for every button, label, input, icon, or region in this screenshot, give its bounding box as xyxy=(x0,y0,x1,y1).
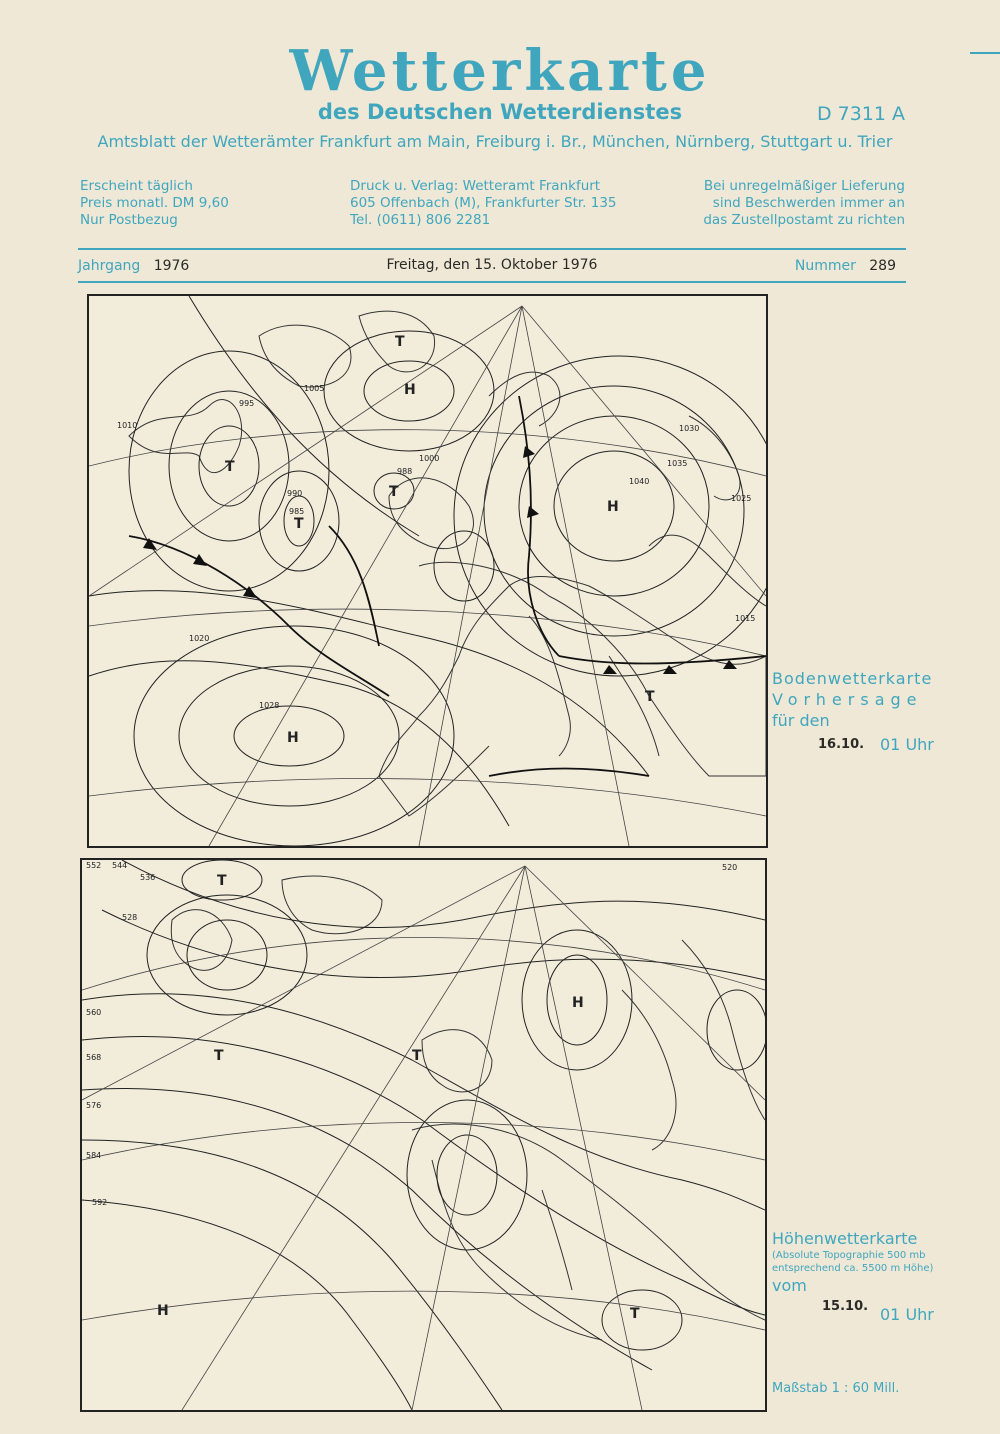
caption-note-line: entsprechend ca. 5500 m Höhe) xyxy=(772,1263,934,1274)
contour-label: 576 xyxy=(86,1101,102,1110)
isobar-label: 1028 xyxy=(259,701,280,710)
graticule xyxy=(89,306,766,846)
divider xyxy=(78,281,906,283)
caption-subtitle: Vorhersage xyxy=(772,690,923,709)
high-center: H xyxy=(157,1303,169,1319)
low-center: T xyxy=(217,873,227,889)
isobars xyxy=(89,296,766,846)
complaint-info xyxy=(703,178,905,229)
caption-for: für den xyxy=(772,711,830,730)
subtitle: des Deutschen Wetterdienstes xyxy=(317,100,683,124)
contour-label: 536 xyxy=(140,873,156,882)
info-line: Tel. (0611) 806 2281 xyxy=(350,212,491,228)
isobar-label: 995 xyxy=(239,399,255,408)
info-line: sind Beschwerden immer an xyxy=(712,195,905,211)
low-center: T xyxy=(294,516,304,532)
low-center: T xyxy=(630,1306,640,1322)
high-center: H xyxy=(607,499,619,515)
isobar-label: 1015 xyxy=(735,614,756,623)
jahrgang-label: Jahrgang xyxy=(78,258,141,274)
publisher-info xyxy=(350,178,617,229)
caption-note-line: (Absolute Topographie 500 mb xyxy=(772,1250,926,1261)
contour-label: 528 xyxy=(122,913,138,922)
surface-map-svg xyxy=(89,296,766,846)
info-line: das Zustellpostamt zu richten xyxy=(703,212,905,228)
issue-date: Freitag, den 15. Oktober 1976 xyxy=(386,257,598,273)
subscription-info xyxy=(80,178,229,229)
fronts xyxy=(129,396,766,776)
upper-map-caption xyxy=(772,1228,992,1324)
forecast-date: 16.10. xyxy=(818,737,865,752)
isobar-label: 1000 xyxy=(419,454,440,463)
isobar-label: 1010 xyxy=(117,421,138,430)
high-center: H xyxy=(572,995,584,1011)
page-title: Wetterkarte xyxy=(289,38,711,104)
upper-air-map xyxy=(80,858,767,1412)
official-gazette-line: Amtsblatt der Wetterämter Frankfurt am Main, Freiburg i. Br., München, Nürnberg, Stuttgart u. Trier xyxy=(97,132,893,151)
caption-title: Bodenwetterkarte xyxy=(772,669,933,688)
isobar-label: 1025 xyxy=(731,494,752,503)
low-center: T xyxy=(395,334,405,350)
surface-map-caption xyxy=(772,668,982,754)
contour-label: 552 xyxy=(86,861,102,870)
low-center: T xyxy=(214,1048,224,1064)
contour-label: 520 xyxy=(722,863,738,872)
contour-label: 584 xyxy=(86,1151,102,1160)
info-line: Nur Postbezug xyxy=(80,212,178,228)
pressure-centers xyxy=(157,873,640,1322)
analysis-date: 15.10. xyxy=(822,1299,869,1314)
publication-code: D 7311 A xyxy=(816,103,905,125)
isobar-label: 985 xyxy=(289,507,305,516)
info-line: Preis monatl. DM 9,60 xyxy=(80,195,229,211)
issue-number xyxy=(795,258,896,274)
contour-label: 560 xyxy=(86,1008,102,1017)
graticule xyxy=(82,866,765,1410)
surface-weather-map xyxy=(87,294,768,848)
high-center: H xyxy=(287,730,299,746)
info-line: 605 Offenbach (M), Frankfurter Str. 135 xyxy=(350,195,617,211)
analysis-time: 01 Uhr xyxy=(880,1305,934,1324)
contour-label: 568 xyxy=(86,1053,102,1062)
isobar-label: 990 xyxy=(287,489,303,498)
coastlines xyxy=(171,876,765,1340)
info-line: Bei unregelmäßiger Lieferung xyxy=(703,178,905,194)
map-scale: Maßstab 1 : 60 Mill. xyxy=(772,1381,900,1396)
jahrgang-value: 1976 xyxy=(153,258,190,274)
nummer-value: 289 xyxy=(869,258,896,274)
caption-note xyxy=(772,1249,992,1275)
contour-label: 544 xyxy=(112,861,128,870)
isobar-label: 1035 xyxy=(667,459,688,468)
contours xyxy=(82,860,765,1410)
issue-bar xyxy=(78,255,906,277)
info-line: Druck u. Verlag: Wetteramt Frankfurt xyxy=(350,178,601,194)
forecast-time: 01 Uhr xyxy=(880,735,934,754)
low-center: T xyxy=(389,484,399,500)
upper-map-svg xyxy=(82,860,765,1410)
isobar-label: 1020 xyxy=(189,634,210,643)
isobar-label: 1030 xyxy=(679,424,700,433)
low-center: T xyxy=(412,1048,422,1064)
low-center: T xyxy=(225,459,235,475)
caption-vom: vom xyxy=(772,1276,807,1295)
caption-title: Höhenwetterkarte xyxy=(772,1229,918,1248)
isobar-label: 988 xyxy=(397,467,413,476)
isobar-label: 1005 xyxy=(304,384,325,393)
nummer-label: Nummer xyxy=(794,258,856,274)
isobar-label: 1040 xyxy=(629,477,650,486)
low-center: T xyxy=(645,689,655,705)
contour-labels xyxy=(86,861,737,1207)
contour-label: 592 xyxy=(92,1198,108,1207)
divider xyxy=(78,248,906,250)
high-center: H xyxy=(404,382,416,398)
coastlines xyxy=(129,311,766,816)
info-line: Erscheint täglich xyxy=(80,178,193,194)
